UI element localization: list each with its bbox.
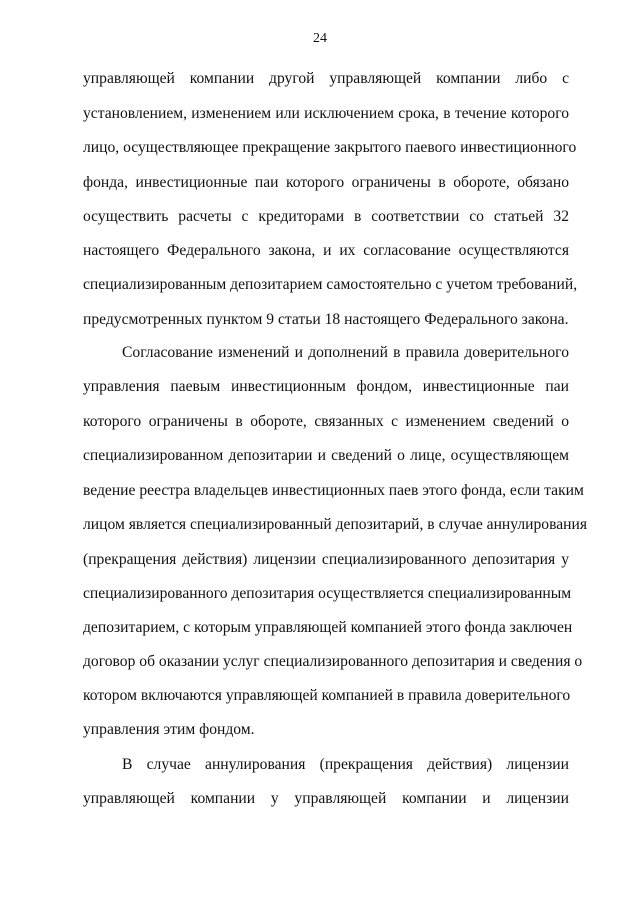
text-line: специализированном депозитарии и сведений о лице, осуществляющем (83, 447, 569, 464)
page-number: 24 (313, 31, 327, 46)
text-line: депозитарием, с которым управляющей компанией этого фонда заключен (83, 619, 573, 636)
text-line: управления паевым инвестиционным фондом, инвестиционные паи (83, 378, 569, 395)
text-line: Согласование изменений и дополнений в правила доверительного (122, 344, 569, 361)
text-line: ведение реестра владельцев инвестиционных паев этого фонда, если таким (83, 482, 584, 499)
text-line: фонда, инвестиционные паи которого ограничены в обороте, обязано (83, 174, 569, 191)
text-line: которого ограничены в обороте, связанных с изменением сведений о (83, 413, 569, 430)
text-line: лицо, осуществляющее прекращение закрытого паевого инвестиционного (83, 139, 577, 156)
text-line: управления этим фондом. (83, 721, 255, 738)
text-line: В случае аннулирования (прекращения действия) лицензии (122, 756, 569, 773)
text-line: (прекращения действия) лицензии специализированного депозитария у (83, 551, 569, 568)
text-line: котором включаются управляющей компанией в правила доверительного (83, 687, 571, 704)
text-line: установлением, изменением или исключением срока, в течение которого (83, 105, 569, 122)
text-line: управляющей компании у управляющей компании и лицензии (83, 790, 569, 807)
text-line: предусмотренных пунктом 9 статьи 18 настоящего Федерального закона. (83, 311, 569, 328)
text-line: договор об оказании услуг специализированного депозитария и сведения о (83, 653, 583, 670)
text-line: настоящего Федерального закона, и их согласование осуществляются (83, 242, 569, 259)
text-line: осуществить расчеты с кредиторами в соответствии со статьей 32 (83, 208, 569, 225)
text-line: специализированным депозитарием самостоятельно с учетом требований, (83, 276, 578, 293)
text-line: лицом является специализированный депозитарий, в случае аннулирования (83, 516, 588, 533)
text-line: специализированного депозитария осуществляется специализированным (83, 585, 572, 602)
text-line: управляющей компании другой управляющей компании либо с (83, 70, 569, 87)
